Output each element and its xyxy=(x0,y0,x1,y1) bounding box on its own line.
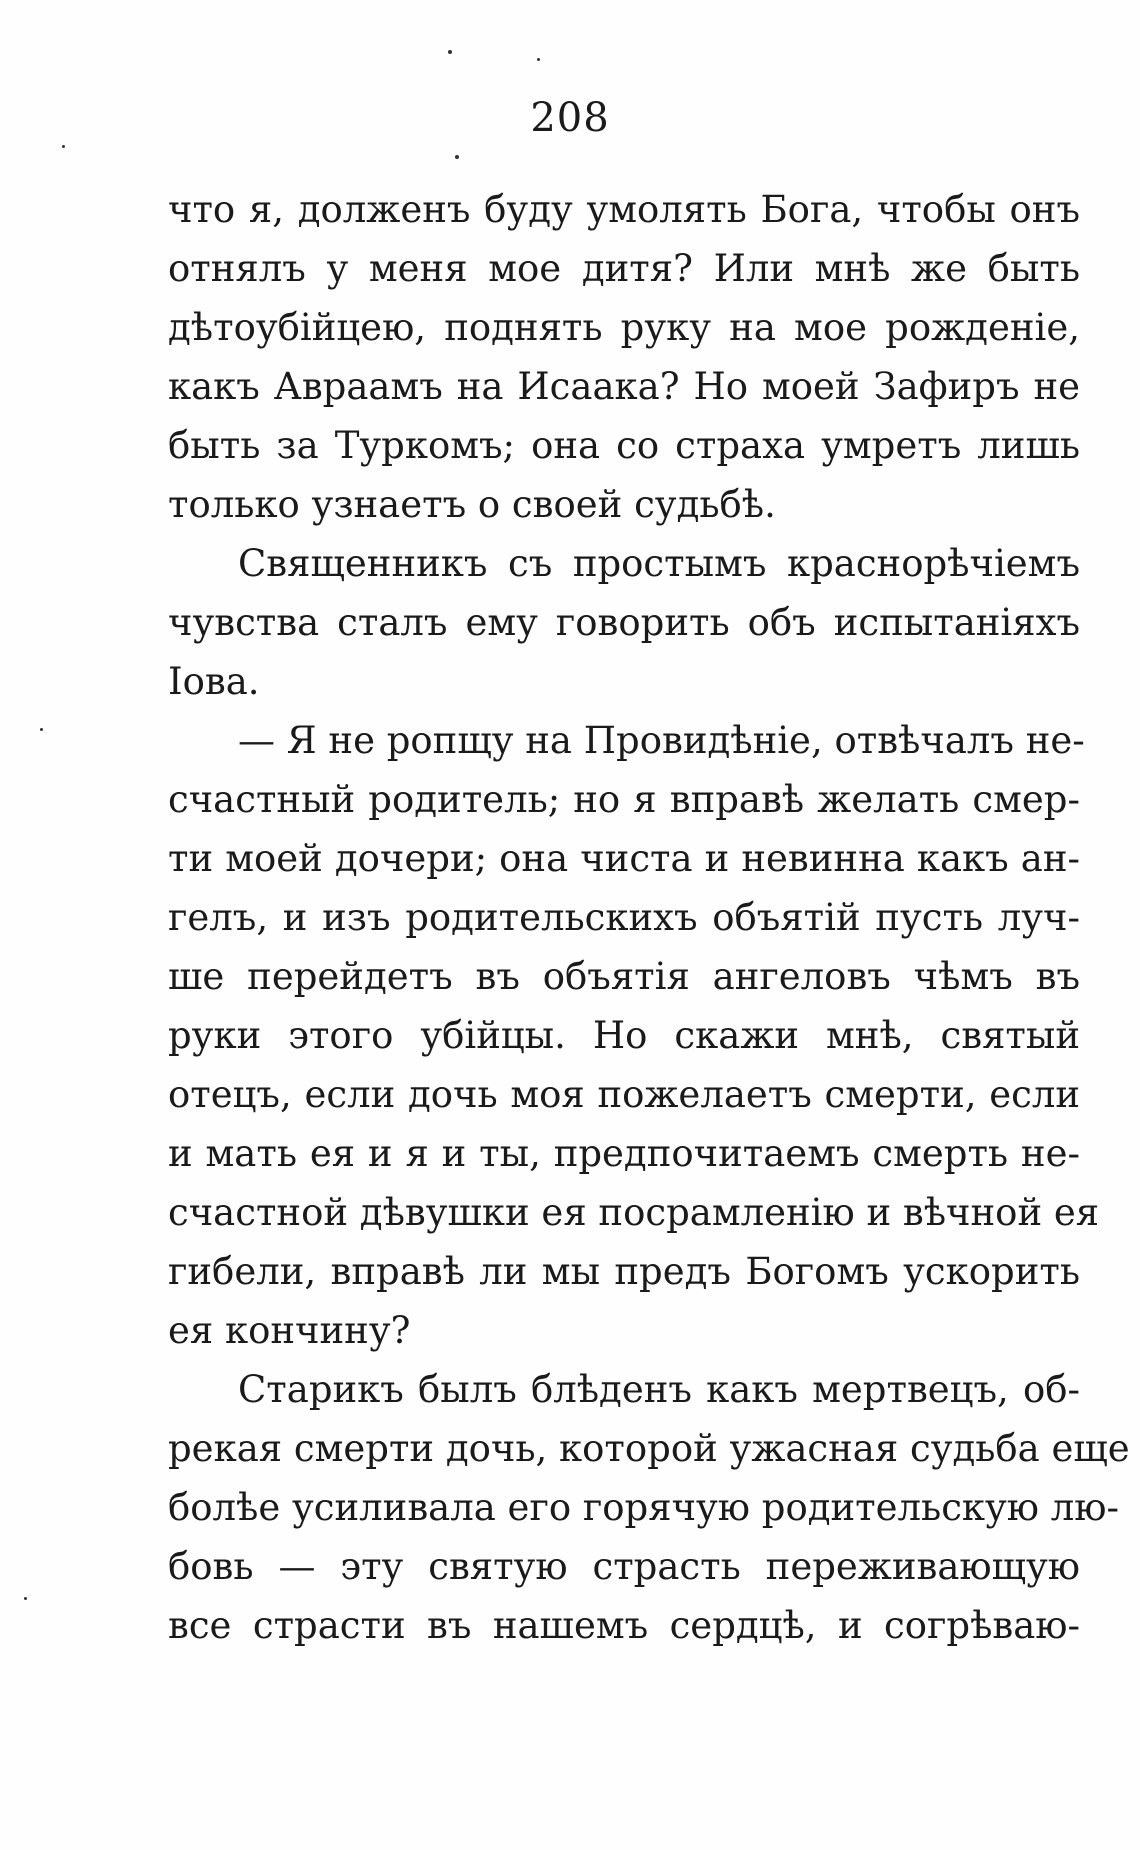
text-line: отнялъ у меня мое дитя? Или мнѣ же быть xyxy=(168,247,1080,290)
text-line: рекая смерти дочь, которой ужасная судьба еще xyxy=(168,1427,1130,1470)
text-line: гелъ, и изъ родительскихъ объятій пусть луч- xyxy=(168,896,1080,939)
ink-speck xyxy=(455,155,459,159)
text-line: быть за Туркомъ; она со страха умретъ лишь xyxy=(168,424,1080,467)
text-line: гибели, вправѣ ли мы предъ Богомъ ускорить xyxy=(168,1250,1080,1293)
text-line: что я, долженъ буду умолять Бога, чтобы онъ xyxy=(168,188,1080,231)
ink-speck xyxy=(40,728,43,731)
text-line: счастный родитель; но я вправѣ желать смер- xyxy=(168,778,1080,821)
page-body-text xyxy=(168,180,1130,1655)
ink-speck xyxy=(24,1597,27,1600)
page-number: 208 xyxy=(530,95,610,141)
ink-speck xyxy=(62,145,65,148)
text-line: бовь — эту святую страсть переживающую xyxy=(168,1545,1080,1588)
text-line: какъ Авраамъ на Исаака? Но моей Зафиръ не xyxy=(168,365,1080,408)
text-line: ше перейдетъ въ объятія ангеловъ чѣмъ въ xyxy=(168,955,1080,998)
ink-speck xyxy=(537,58,540,61)
text-line: отецъ, если дочь моя пожелаетъ смерти, если xyxy=(168,1073,1080,1116)
text-line: Старикъ былъ блѣденъ какъ мертвецъ, об- xyxy=(238,1368,1080,1411)
text-line: ея кончину? xyxy=(168,1309,411,1352)
text-line: ти моей дочери; она чиста и невинна какъ ан- xyxy=(168,837,1080,880)
text-line: и мать ея и я и ты, предпочитаемъ смерть не- xyxy=(168,1132,1080,1175)
text-line: — Я не ропщу на Провидѣніе, отвѣчалъ не- xyxy=(238,719,1085,762)
text-line: руки этого убійцы. Но скажи мнѣ, святый xyxy=(168,1014,1080,1057)
text-line: Іова. xyxy=(168,660,260,703)
text-line: счастной дѣвушки ея посрамленію и вѣчной ея xyxy=(168,1191,1100,1234)
text-line: чувства сталъ ему говорить объ испытаніяхъ xyxy=(168,601,1080,644)
ink-speck xyxy=(448,50,452,54)
text-line: только узнаетъ о своей судьбѣ. xyxy=(168,483,776,526)
text-line: Священникъ съ простымъ краснорѣчіемъ xyxy=(238,542,1080,585)
text-line: все страсти въ нашемъ сердцѣ, и согрѣваю- xyxy=(168,1604,1080,1647)
text-line: дѣтоубійцею, поднять руку на мое рожденіе, xyxy=(168,306,1080,349)
text-line: болѣе усиливала его горячую родительскую лю- xyxy=(168,1486,1119,1529)
